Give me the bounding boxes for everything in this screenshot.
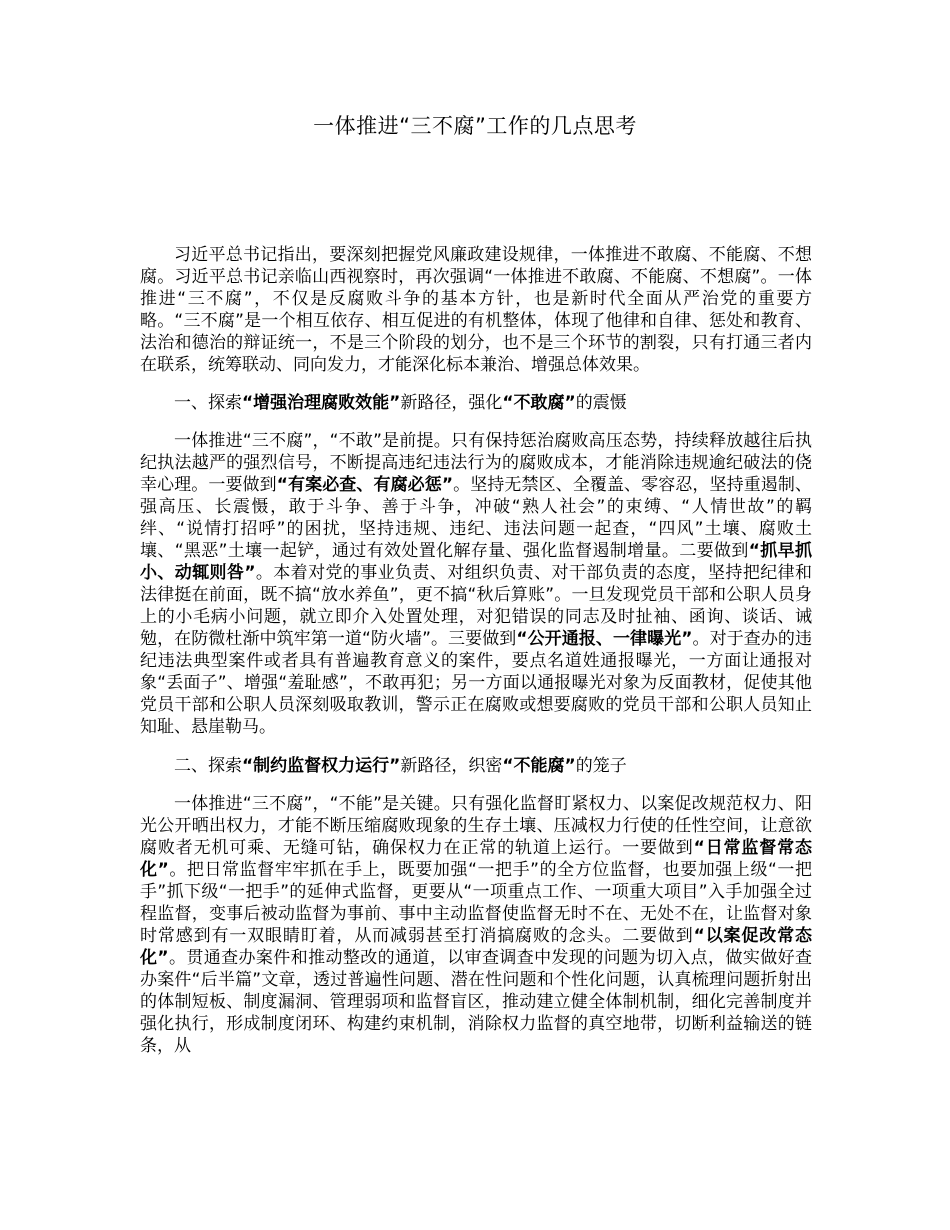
section-1-paragraph: 一体推进“三不腐”，“不敢”是前提。只有保持惩治腐败高压态势，持续释放越往后执纪执法越严的强烈信号，不断提高违纪违法行为的腐败成本，才能消除违规逾纪破法的侥幸心理。一要做到“有案必查、有腐必惩”。坚持无禁区、全覆盖、零容忍，坚持重遏制、强高压、长震慑，敢于斗争、善于斗争，冲破“熟人社会”的束缚、“人情世故”的羁绊、“说情打招呼”的困扰，坚持违规、违纪、违法问题一起查，“四风”土壤、腐败土壤、“黑恶”土壤一起铲，通过有效处置化解存量、强化监督遏制增量。二要做到“抓早抓小、动辄则咎”。本着对党的事业负责、对组织负责、对干部负责的态度，坚持把纪律和法律挺在前面，既不搞“放水养鱼”，更不搞“秋后算账”。一旦发现党员干部和公职人员身上的小毛病小问题，就立即介入处置处理，对犯错误的同志及时扯袖、函询、谈话、诫勉，在防微杜渐中筑牢第一道“防火墙”。三要做到“公开通报、一律曝光”。对于查办的违纪违法典型案件或者具有普遍教育意义的案件，要点名道姓通报曝光，一方面让通报对象“丢面子”、增强“羞耻感”，不敢再犯；另一方面以通报曝光对象为反面教材，促使其他党员干部和公职人员深刻吸取教训，警示正在腐败或想要腐败的党员干部和公职人员知止知耻、悬崖勒马。 — [140, 431, 812, 737]
document-title: 一体推进“三不腐”工作的几点思考 — [313, 114, 637, 138]
document-body — [140, 244, 812, 1057]
section-2-paragraph: 一体推进“三不腐”，“不能”是关键。只有强化监督盯紧权力、以案促改规范权力、阳光公开晒出权力，才能不断压缩腐败现象的生存土壤、压减权力行使的任性空间，让意欲腐败者无机可乘、无缝可钻，确保权力在正常的轨道上运行。一要做到“日常监督常态化”。把日常监督牢牢抓在手上，既要加强“一把手”的全方位监督，也要加强上级“一把手”抓下级“一把手”的延伸式监督，更要从“一项重点工作、一项重大项目”入手加强全过程监督，变事后被动监督为事前、事中主动监督使监督无时不在、无处不在，让监督对象时常感到有一双眼睛盯着，从而减弱甚至打消搞腐败的念头。二要做到“以案促改常态化”。贯通查办案件和推动整改的通道，以审查调查中发现的问题为切入点，做实做好查办案件“后半篇”文章，透过普遍性问题、潜在性问题和个性化问题，认真梳理问题折射出的体制短板、制度漏洞、管理弱项和监督盲区，推动建立健全体制机制，细化完善制度并强化执行，形成制度闭环、构建约束机制，消除权力监督的真空地带，切断利益输送的链条，从 — [140, 794, 812, 1056]
intro-paragraph: 习近平总书记指出，要深刻把握党风廉政建设规律，一体推进不敢腐、不能腐、不想腐。习近平总书记亲临山西视察时，再次强调“一体推进不敢腐、不能腐、不想腐”。一体推进“三不腐”，不仅是反腐败斗争的基本方针，也是新时代全面从严治党的重要方略。“三不腐”是一个相互依存、相互促进的有机整体，体现了他律和自律、惩处和教育、法治和德治的辩证统一，不是三个阶段的划分，也不是三个环节的割裂，只有打通三者内在联系，统筹联动、同向发力，才能深化标本兼治、增强总体效果。 — [140, 245, 812, 375]
section-heading-1: 一、探索“增强治理腐败效能”新路径，强化“不敢腐”的震慑 — [174, 393, 627, 413]
section-heading-2: 二、探索“制约监督权力运行”新路径，织密“不能腐”的笼子 — [174, 756, 627, 776]
